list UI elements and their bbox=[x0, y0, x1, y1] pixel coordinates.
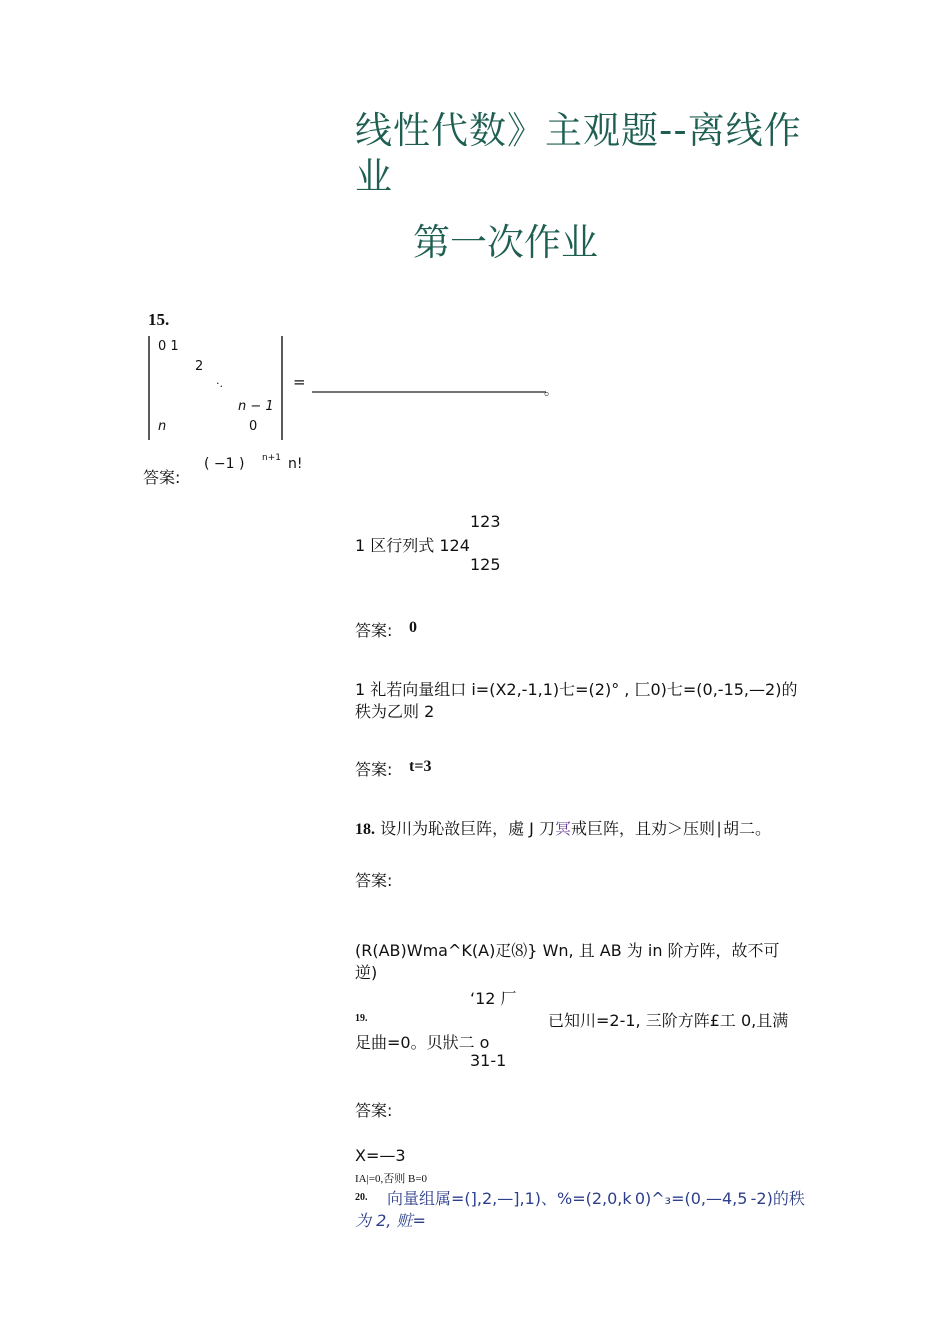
q20-text-line2: 为 2, 赃= bbox=[355, 1211, 426, 1230]
q20-number: 20. bbox=[355, 1192, 368, 1203]
q17-text-line2: 秩为乙则 2 bbox=[355, 702, 435, 721]
q17-text: 1 礼若向量组口 i=(X2,-1,1)七=(2)° , 匚0)七=(0,-15,—2)的 bbox=[355, 680, 798, 699]
q19-text-line2: 足曲=0。贝狀二 o bbox=[355, 1033, 490, 1052]
equals-sign: = bbox=[293, 373, 306, 391]
matrix-dots: ·. bbox=[216, 377, 223, 390]
q17-answer-label: 答案: bbox=[355, 760, 393, 779]
matrix-row5-left: n bbox=[158, 419, 167, 434]
page-title-continued: 业 bbox=[355, 155, 392, 198]
q20-text: 向量组属=(],2,—],1)、%=(2,0,k 0)^₃=(0,—4,5 -2)的秩 bbox=[387, 1189, 805, 1208]
q19-answer-label: 答案: bbox=[355, 1101, 393, 1120]
q18-text-c: 戒巨阵，且劝＞压则∣胡二。 bbox=[571, 819, 772, 838]
page-subtitle: 第一次作业 bbox=[413, 221, 598, 264]
q15-answer-value: ( −1 ) bbox=[204, 456, 245, 472]
q19-bottom: 31-1 bbox=[470, 1051, 507, 1070]
q19-answer-value: X=—3 bbox=[355, 1146, 406, 1165]
q19-top: ‘12 厂 bbox=[470, 989, 517, 1008]
q15-end-mark: 。 bbox=[544, 383, 558, 399]
matrix-row5-right: 0 bbox=[249, 419, 258, 434]
q16-text: 1 区行列式 124 bbox=[355, 536, 470, 555]
q19-number: 19. bbox=[355, 1013, 368, 1024]
q15-answer-tail: n! bbox=[288, 456, 303, 472]
q16-answer-value: 0 bbox=[409, 619, 417, 636]
matrix-row2: 2 bbox=[195, 359, 204, 374]
q18-answer-label: 答案: bbox=[355, 871, 393, 890]
page-title: 线性代数》主观题--离线作 bbox=[355, 109, 802, 152]
q19-note: IA|=0,否则 B=0 bbox=[355, 1173, 428, 1185]
q16-answer-label: 答案: bbox=[355, 621, 393, 640]
matrix-row4: n − 1 bbox=[238, 399, 274, 414]
q18-note-line2: 逆) bbox=[355, 963, 378, 982]
q16-row3: 125 bbox=[470, 555, 501, 574]
q18-text-a: 设川为恥敨巨阵，處 J 刀 bbox=[380, 819, 555, 838]
q15-answer-label: 答案: bbox=[143, 468, 181, 487]
determinant-figure bbox=[140, 332, 570, 447]
q17-answer-value: t=3 bbox=[409, 758, 432, 775]
q18-number: 18. bbox=[355, 821, 375, 838]
q16-row1: 123 bbox=[470, 512, 501, 531]
q15-number: 15. bbox=[148, 310, 170, 329]
q19-text: 已知川=2-1, 三阶方阵£工 0,且满 bbox=[548, 1011, 789, 1030]
q15-answer-exponent: n+1 bbox=[262, 453, 281, 463]
q18-note: (R(AB)Wma^K(A)疋⑻} Wn, 且 AB 为 in 阶方阵，故不可 bbox=[355, 941, 780, 960]
matrix-row1: 0 1 bbox=[158, 339, 179, 354]
q18-text bbox=[355, 816, 771, 839]
q18-text-b: 冥 bbox=[555, 819, 572, 838]
